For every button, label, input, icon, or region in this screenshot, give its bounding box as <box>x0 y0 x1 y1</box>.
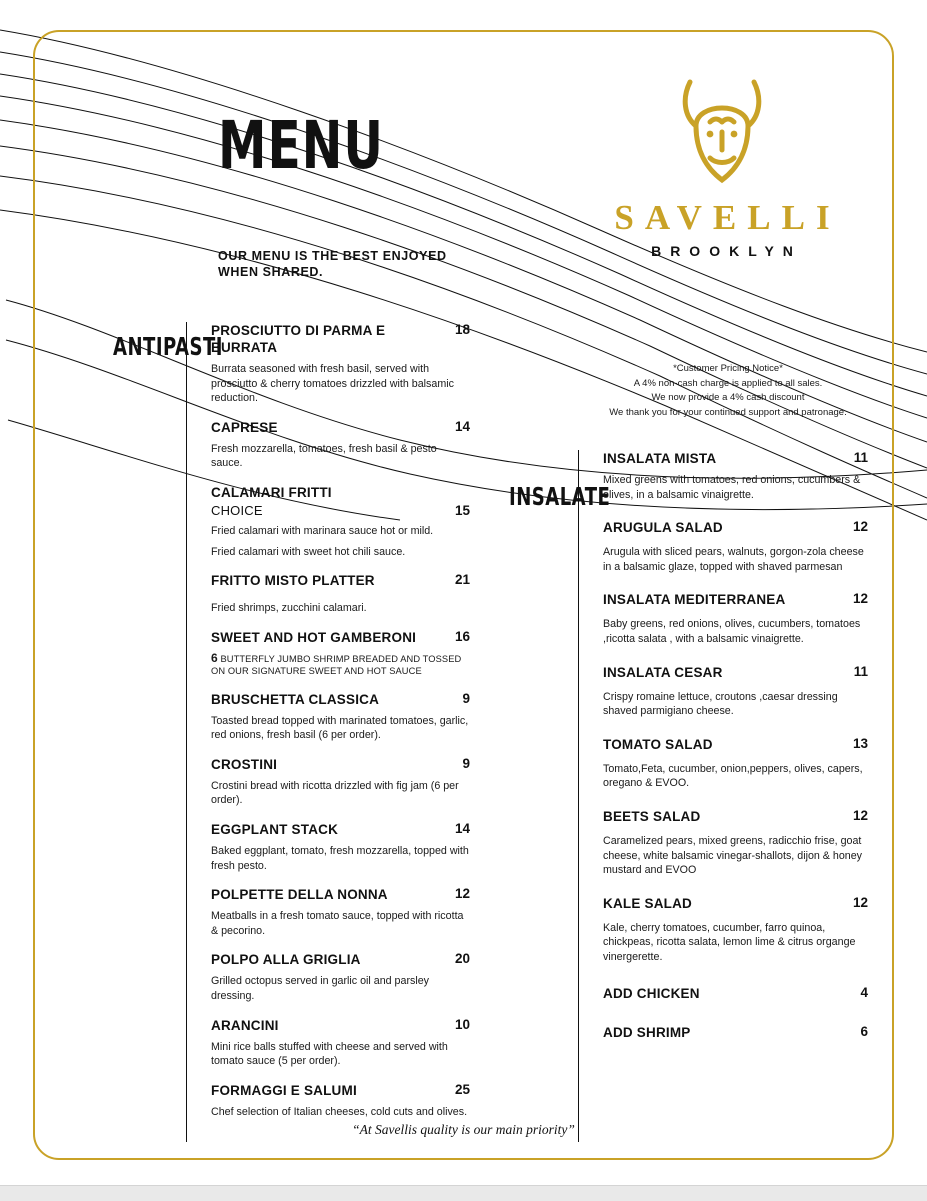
menu-item <box>603 736 868 791</box>
menu-item-description: Kale, cherry tomatoes, cucumber, farro quinoa, chickpeas, ricotta salata, lemon lime & citrus organge vinergerette. <box>603 921 856 963</box>
menu-item-description-text: BUTTERFLY JUMBO SHRIMP BREADED AND TOSSED ON OUR SIGNATURE SWEET AND HOT SAUCE <box>211 653 462 677</box>
brand-logo <box>592 72 852 259</box>
pricing-notice-line-2: A 4% non-cash charge is applied to all sales. <box>633 377 823 389</box>
menu-item-price: 25 <box>454 1081 470 1097</box>
menu-item <box>603 450 868 502</box>
menu-item-price: 12 <box>852 591 868 607</box>
menu-item-description: Fried calamari with marinara sauce hot or mild. <box>211 524 434 537</box>
menu-item-description: Mixed greens with tomatoes, red onions, cucumbers & olives, in a balsamic vinaigrette. <box>603 474 861 501</box>
menu-item <box>211 1082 470 1120</box>
menu-item-price: 12 <box>852 894 868 910</box>
menu-item-name: SWEET AND HOT GAMBERONI <box>211 629 417 645</box>
pricing-notice <box>578 362 878 420</box>
menu-item-description: Fried shrimps, zucchini calamari. <box>211 602 367 615</box>
menu-item <box>211 691 470 743</box>
viewer-bottom-bar <box>0 1185 927 1201</box>
menu-item-name: CALAMARI FRITTI <box>211 484 332 500</box>
menu-item-price: 21 <box>454 572 470 588</box>
menu-item-description: Arugula with sliced pears, walnuts, gorgon-zola cheese in a balsamic glaze, topped with shaved parmesan <box>603 546 864 573</box>
menu-item-name: CROSTINI <box>211 756 278 772</box>
menu-item-price: 6 <box>860 1023 868 1039</box>
menu-item-description: Baby greens, red onions, olives, cucumbers, tomatoes ,ricotta salata , with a balsamic vinaigrette. <box>603 618 861 645</box>
menu-item-name: FRITTO MISTO PLATTER <box>211 573 375 589</box>
menu-item-option-name: CHOICE <box>211 502 263 518</box>
menu-item-name: TOMATO SALAD <box>603 736 713 752</box>
pricing-notice-line-4: We thank you for your continued support and patronage. <box>609 406 847 418</box>
menu-item-price: 9 <box>462 690 470 706</box>
menu-item <box>211 1017 470 1069</box>
menu-item-price: 14 <box>454 820 470 836</box>
menu-item-description: Mini rice balls stuffed with cheese and served with tomato sauce (5 per order). <box>211 1040 448 1068</box>
brand-subtitle: BROOKLYN <box>651 243 802 259</box>
menu-item-price: 12 <box>454 886 470 902</box>
menu-item-description: Tomato,Feta, cucumber, onion,peppers, olives, capers, oregano & EVOO. <box>603 762 863 790</box>
menu-item <box>211 821 470 873</box>
section-label-insalate: INSALATE <box>509 483 611 512</box>
menu-item-price: 9 <box>462 755 470 771</box>
pricing-notice-line-3: We now provide a 4% cash discount <box>651 392 805 403</box>
menu-item-description: Crostini bread with ricotta drizzled with fig jam (6 per order). <box>211 779 459 807</box>
menu-item-description-lead: 6 <box>211 650 218 665</box>
menu-item-description: Caramelized pears, mixed greens, radicchio frise, goat cheese, white balsamic vinegar-shallots, dijon & honey mustard and EVOO <box>603 834 863 877</box>
menu-item-name: ADD SHRIMP <box>603 1024 691 1040</box>
menu-item-price: 12 <box>852 807 868 823</box>
menu-item-description: Fresh mozzarella, tomatoes, fresh basil & pesto sauce. <box>211 442 437 470</box>
menu-item-description: Meatballs in a fresh tomato sauce, topped with ricotta & pecorino. <box>211 910 464 937</box>
menu-item <box>211 951 470 1003</box>
menu-item <box>603 808 868 878</box>
menu-item-price: 11 <box>853 450 868 465</box>
menu-item <box>211 629 470 678</box>
menu-item-name: CAPRESE <box>211 419 278 435</box>
menu-item-description: Toasted bread topped with marinated tomatoes, garlic, red onions, fresh basil (6 per order). <box>211 714 469 742</box>
menu-item-name: ARUGULA SALAD <box>603 520 723 536</box>
menu-item <box>211 419 470 471</box>
footer-quote: “At Savellis quality is our main priority” <box>352 1122 575 1137</box>
section-label-antipasti: ANTIPASTI <box>113 333 223 362</box>
menu-item-price: 16 <box>454 628 470 644</box>
menu-item-price: 10 <box>454 1016 470 1032</box>
antipasti-column <box>186 322 470 1142</box>
menu-item <box>603 985 868 1002</box>
menu-item-price: 12 <box>852 519 868 535</box>
menu-item-description-alt: Fried calamari with sweet hot chili sauce. <box>211 545 406 558</box>
menu-item-price: 13 <box>852 735 868 751</box>
menu-item-name: FORMAGGI E SALUMI <box>211 1082 357 1098</box>
menu-item-name: EGGPLANT STACK <box>211 821 339 837</box>
menu-item <box>211 484 470 559</box>
menu-item <box>603 1024 868 1041</box>
brand-name: SAVELLI <box>614 198 841 237</box>
menu-item-option <box>211 503 470 518</box>
menu-item-price: 11 <box>853 663 868 679</box>
menu-item-name: KALE SALAD <box>603 895 692 911</box>
menu-item-price: 20 <box>454 951 470 967</box>
bull-head-logo-icon <box>670 72 774 192</box>
menu-item <box>603 591 868 646</box>
menu-item-description: Chef selection of Italian cheeses, cold cuts and olives. <box>211 1105 468 1118</box>
menu-item-name: ARANCINI <box>211 1017 279 1033</box>
menu-tagline: OUR MENU IS THE BEST ENJOYED WHEN SHARED. <box>218 249 447 279</box>
menu-item-description: Crispy romaine lettuce, croutons ,caesar dressing shaved parmigiano cheese. <box>603 690 838 718</box>
menu-item <box>211 572 470 616</box>
menu-item-name: INSALATA CESAR <box>603 664 723 680</box>
menu-item-name: BEETS SALAD <box>603 808 701 824</box>
menu-item-price: 4 <box>860 984 868 1000</box>
menu-item-price: 18 <box>454 322 470 337</box>
menu-item <box>603 895 868 965</box>
menu-item <box>211 322 470 406</box>
menu-item-option-price: 15 <box>454 502 470 518</box>
insalate-column <box>578 450 868 1142</box>
menu-item <box>211 756 470 808</box>
menu-item-price: 14 <box>454 418 470 434</box>
menu-item-name: BRUSCHETTA CLASSICA <box>211 691 380 707</box>
menu-item-name: PROSCIUTTO DI PARMA E BURRATA <box>211 323 386 355</box>
menu-item-name: INSALATA MISTA <box>603 451 717 466</box>
page-title: MENU <box>218 108 384 185</box>
menu-item <box>603 519 868 574</box>
menu-item-description: Burrata seasoned with fresh basil, served with prosciutto & cherry tomatoes drizzled with balsamic reduction. <box>211 363 454 405</box>
pricing-notice-line-1: *Customer Pricing Notice* <box>673 363 783 374</box>
menu-item-description <box>211 652 470 678</box>
menu-item <box>211 886 470 938</box>
menu-item-name: POLPO ALLA GRIGLIA <box>211 952 361 968</box>
menu-item <box>603 664 868 719</box>
menu-item-description: Grilled octopus served in garlic oil and parsley dressing. <box>211 975 430 1002</box>
menu-item-description: Baked eggplant, tomato, fresh mozzarella, topped with fresh pesto. <box>211 844 469 872</box>
menu-item-name: ADD CHICKEN <box>603 985 700 1001</box>
menu-item-name: POLPETTE DELLA NONNA <box>211 887 388 903</box>
menu-item-name: INSALATA MEDITERRANEA <box>603 592 786 608</box>
